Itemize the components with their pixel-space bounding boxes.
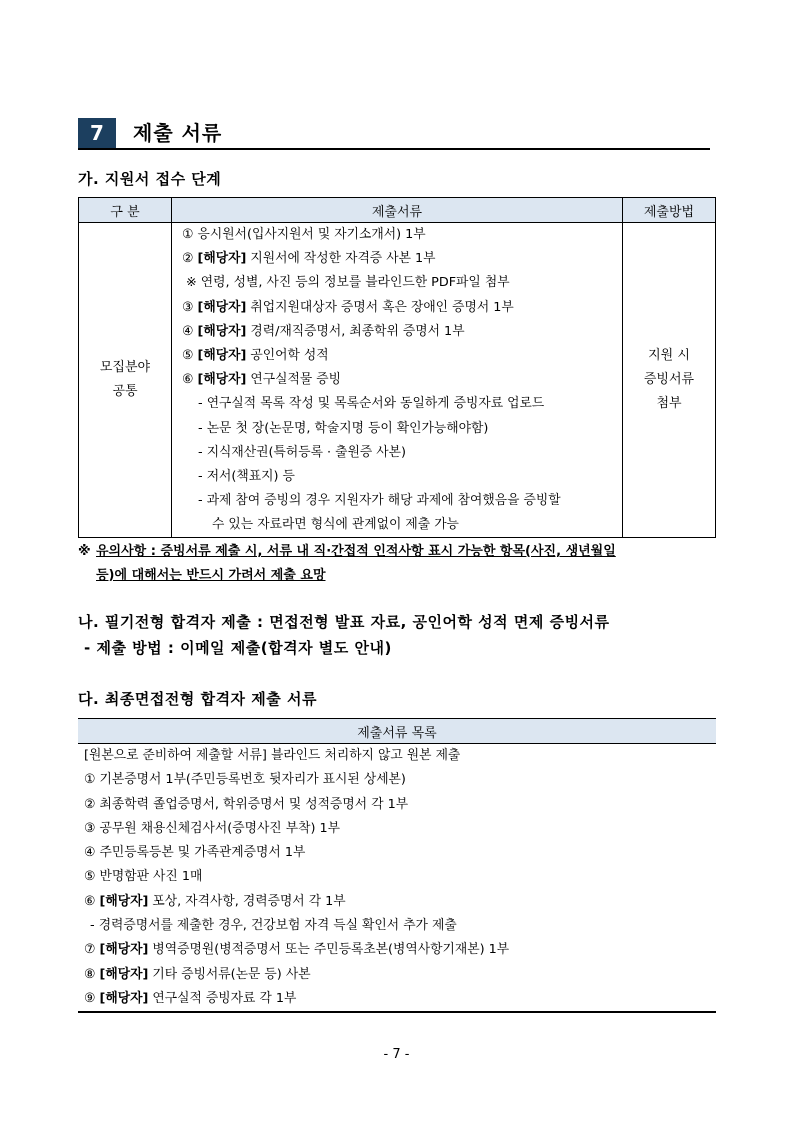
documents-cell	[172, 223, 623, 538]
item-text: 포상, 자격사항, 경력증명서 각 1부	[148, 893, 346, 909]
list-item	[172, 417, 622, 441]
table-header-row	[79, 198, 716, 223]
item-prefix: ①	[84, 772, 100, 788]
item-prefix: -	[90, 918, 99, 934]
list-item	[78, 938, 716, 962]
list-item	[172, 247, 622, 271]
item-prefix: ⑥	[182, 372, 198, 388]
item-prefix: ③	[84, 820, 100, 836]
final-documents-table	[78, 718, 716, 1013]
list-item	[172, 368, 622, 392]
list-item	[172, 296, 622, 320]
item-prefix: -	[198, 468, 207, 484]
list-item	[78, 793, 716, 817]
item-prefix: ③	[182, 299, 198, 315]
notice-block	[78, 540, 718, 588]
section-header	[78, 118, 710, 150]
item-text: 연령, 성별, 사진 등의 정보를 블라인드한 PDF파일 첨부	[200, 275, 510, 291]
table-header-row	[78, 719, 716, 744]
list-item	[78, 890, 716, 914]
table-row	[79, 223, 716, 538]
list-item	[78, 841, 716, 865]
item-text: 취업지원대상자 증명서 혹은 장애인 증명서 1부	[246, 299, 514, 315]
header-category: 구 분	[79, 198, 172, 223]
item-prefix: ②	[84, 796, 100, 812]
item-tag: [해당자]	[99, 990, 149, 1006]
list-item	[78, 744, 716, 768]
header-method: 제출방법	[623, 198, 716, 223]
list-item	[78, 817, 716, 841]
header-documents: 제출서류	[172, 198, 623, 223]
item-tag: [해당자]	[197, 347, 247, 363]
item-text: 저서(책표지) 등	[206, 468, 295, 484]
list-item	[172, 489, 622, 513]
item-prefix: ④	[84, 845, 100, 861]
notice-line: 유의사항 : 증빙서류 제출 시, 서류 내 직·간접적 인적사항 표시 가능한 항목(사진, 생년월일	[96, 544, 616, 559]
item-prefix: ⑤	[84, 869, 100, 885]
item-prefix: ※	[186, 275, 201, 291]
list-item	[78, 865, 716, 889]
table-row	[78, 744, 716, 1013]
item-prefix: -	[198, 444, 207, 460]
item-text: 최종학력 졸업증명서, 학위증명서 및 성적증명서 각 1부	[99, 796, 409, 812]
list-item	[172, 465, 622, 489]
part-b-heading: 나. 필기전형 합격자 제출 : 면접전형 발표 자료, 공인어학 성적 면제 증빙서류	[78, 613, 610, 631]
item-text: 연구실적 목록 작성 및 목록순서와 동일하게 증빙자료 업로드	[206, 396, 545, 412]
item-tag: [해당자]	[99, 942, 149, 958]
section-number-badge: 7	[78, 118, 116, 148]
item-text: 지원서에 작성한 자격증 사본 1부	[246, 251, 436, 267]
category-cell	[79, 223, 172, 538]
item-tag: [해당자]	[197, 372, 247, 388]
notice-line: 등)에 대해서는 반드시 가려서 제출 요망	[96, 568, 326, 583]
item-text: [원본으로 준비하여 제출할 서류] 블라인드 처리하지 않고 원본 제출	[84, 748, 461, 763]
list-item	[78, 963, 716, 987]
item-prefix: ⑧	[84, 966, 100, 982]
item-text: 주민등록등본 및 가족관계증명서 1부	[99, 845, 306, 861]
item-prefix: ⑤	[182, 347, 198, 363]
list-item	[172, 271, 622, 295]
category-line: 모집분야	[99, 360, 151, 376]
item-text: 기타 증빙서류(논문 등) 사본	[148, 966, 311, 982]
list-item	[172, 344, 622, 368]
category-line: 공통	[112, 384, 138, 400]
item-text: 연구실적물 증빙	[246, 372, 342, 388]
item-text: 공인어학 성적	[246, 347, 329, 363]
item-prefix: ④	[182, 323, 198, 339]
item-text: 과제 참여 증빙의 경우 지원자가 해당 과제에 참여했음을 증빙할	[206, 493, 561, 509]
method-line: 첨부	[656, 396, 682, 412]
item-tag: [해당자]	[197, 323, 247, 339]
list-item	[172, 392, 622, 416]
section-title: 제출 서류	[133, 121, 223, 145]
item-tag: [해당자]	[99, 893, 149, 909]
item-text: 반명함판 사진 1매	[99, 869, 203, 885]
notice-mark: ※	[78, 544, 91, 559]
application-documents-table	[78, 197, 716, 538]
part-b-method: - 제출 방법 : 이메일 제출(합격자 별도 안내)	[84, 639, 392, 657]
item-text: 논문 첫 장(논문명, 학술지명 등이 확인가능해야함)	[206, 420, 489, 436]
page-number: - 7 -	[383, 1047, 410, 1062]
item-prefix: ⑦	[84, 942, 100, 958]
part-a-heading: 가. 지원서 접수 단계	[78, 170, 222, 188]
item-prefix: -	[198, 493, 207, 509]
item-text: 경력/재직증명서, 최종학위 증명서 1부	[246, 323, 465, 339]
method-line: 지원 시	[648, 348, 690, 364]
list-item	[78, 914, 716, 938]
item-tag: [해당자]	[197, 251, 247, 267]
item-text: 병역증명원(병적증명서 또는 주민등록초본(병역사항기재본) 1부	[148, 942, 510, 958]
item-text: 연구실적 증빙자료 각 1부	[148, 990, 297, 1006]
list-item	[172, 223, 622, 247]
item-text: 응시원서(입사지원서 및 자기소개서) 1부	[197, 227, 426, 242]
item-text: 기본증명서 1부(주민등록번호 뒷자리가 표시된 상세본)	[99, 772, 406, 788]
item-prefix: ②	[182, 251, 198, 267]
item-text: 공무원 채용신체검사서(증명사진 부착) 1부	[99, 820, 341, 836]
list-item	[172, 513, 622, 537]
item-tag: [해당자]	[99, 966, 149, 982]
item-prefix: ①	[182, 227, 198, 242]
item-text: 수 있는 자료라면 형식에 관계없이 제출 가능	[212, 517, 459, 533]
document-list-cell	[78, 744, 716, 1013]
list-item	[78, 768, 716, 792]
method-line: 증빙서류	[643, 372, 695, 388]
list-item	[172, 320, 622, 344]
item-prefix: -	[198, 420, 207, 436]
item-prefix: ⑥	[84, 893, 100, 909]
method-cell	[623, 223, 716, 538]
list-item	[172, 441, 622, 465]
header-document-list: 제출서류 목록	[78, 719, 716, 744]
item-prefix: -	[198, 396, 207, 412]
part-c-heading: 다. 최종면접전형 합격자 제출 서류	[78, 690, 317, 708]
item-text: 경력증명서를 제출한 경우, 건강보험 자격 득실 확인서 추가 제출	[98, 918, 457, 934]
item-tag: [해당자]	[197, 299, 247, 315]
list-item	[78, 987, 716, 1011]
item-prefix: ⑨	[84, 990, 100, 1006]
item-text: 지식재산권(특허등록 · 출원증 사본)	[206, 444, 407, 460]
